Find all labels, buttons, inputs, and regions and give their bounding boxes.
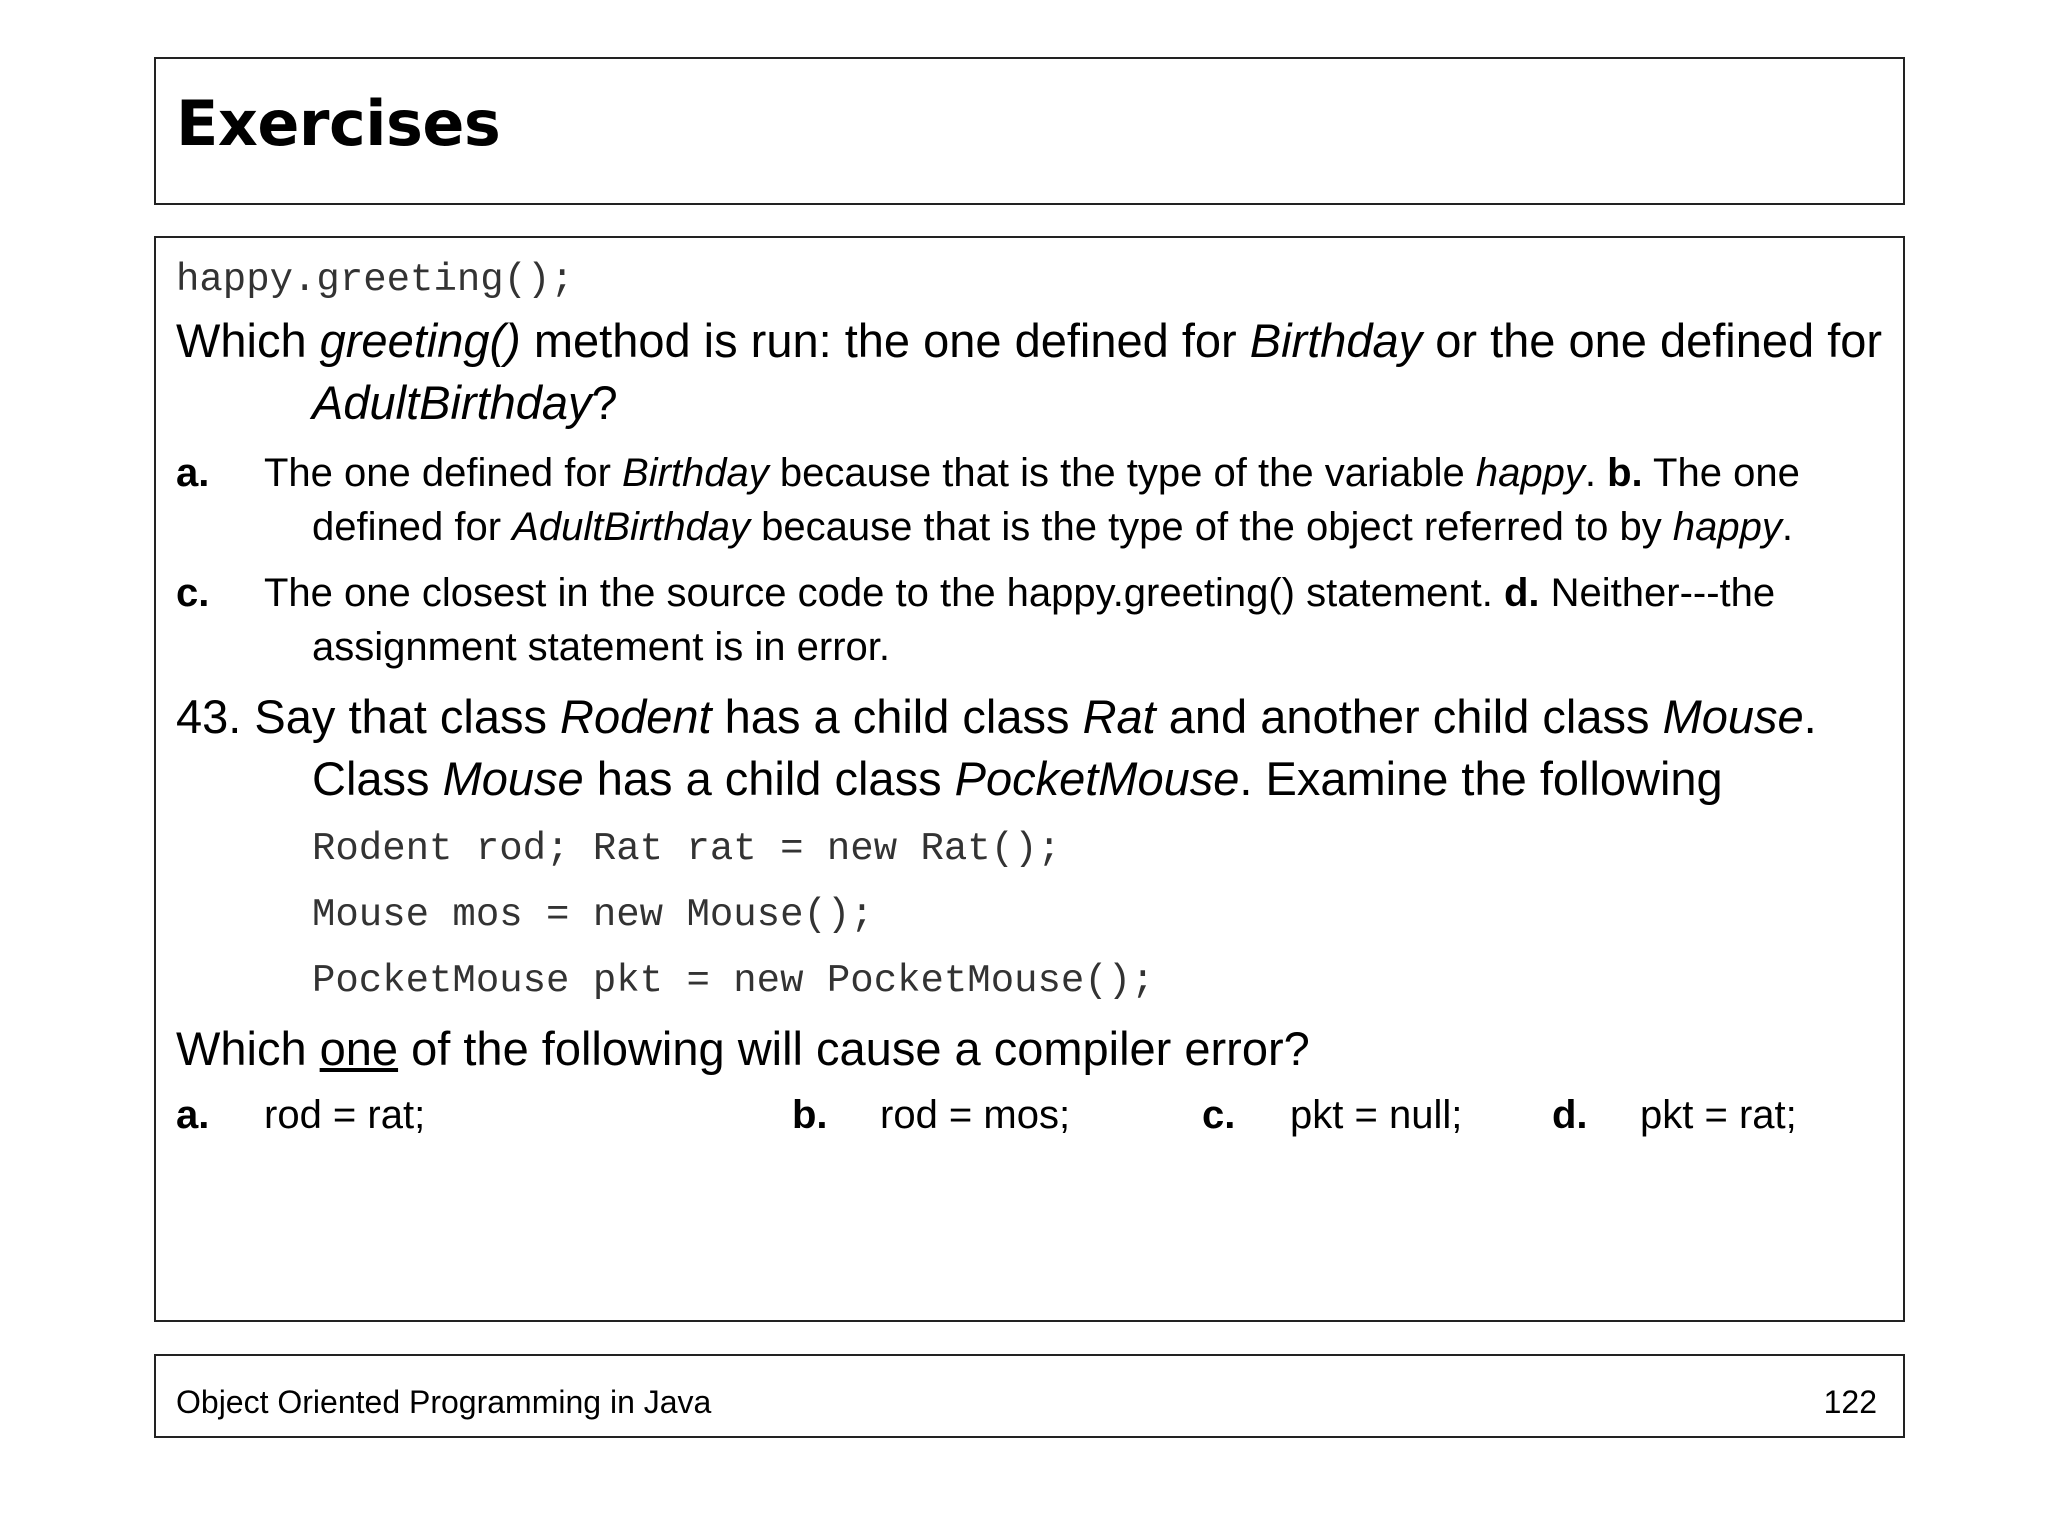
- emphasis: greeting(): [319, 314, 521, 367]
- text-fragment: Which: [176, 314, 320, 367]
- text-fragment: ?: [591, 376, 618, 429]
- footer-box: [154, 1354, 1905, 1438]
- emphasis: Mouse: [442, 752, 584, 805]
- option-letter-a: a.: [176, 451, 210, 495]
- answer-letter: b.: [792, 1093, 828, 1137]
- text-fragment: of the following will cause a compiler error?: [398, 1022, 1310, 1075]
- answer-text: pkt = null;: [1290, 1093, 1463, 1137]
- text-fragment: has a child class: [711, 690, 1083, 743]
- option-letter-d: d.: [1503, 571, 1540, 615]
- option-c-d: [176, 566, 1883, 674]
- answer-letter: c.: [1202, 1093, 1236, 1137]
- question-compiler-error: [176, 1018, 1883, 1080]
- text-fragment: . Examine the following: [1239, 752, 1723, 805]
- answer-text: pkt = rat;: [1640, 1093, 1797, 1137]
- slide-title: Exercises: [176, 87, 501, 160]
- option-letter-b: b.: [1607, 451, 1643, 495]
- underlined-word: one: [319, 1022, 399, 1075]
- emphasis: happy: [1475, 451, 1585, 495]
- emphasis: AdultBirthday: [312, 376, 592, 429]
- emphasis: PocketMouse: [954, 752, 1240, 805]
- content-box: [154, 236, 1905, 1322]
- answer-d: [1552, 1080, 1797, 1150]
- footer-course-title: Object Oriented Programming in Java: [176, 1384, 712, 1420]
- text-fragment: . Class: [312, 690, 1817, 805]
- answer-text: rod = rat;: [264, 1093, 426, 1137]
- emphasis: Rat: [1082, 690, 1156, 743]
- option-a-b: [176, 446, 1883, 554]
- emphasis: Birthday: [622, 451, 769, 495]
- text-fragment: Neither---the assignment statement is in error.: [312, 571, 1776, 669]
- answer-letter: a.: [176, 1093, 210, 1137]
- answer-a: [176, 1080, 425, 1150]
- emphasis: Rodent: [560, 690, 712, 743]
- answer-letter: d.: [1552, 1093, 1588, 1137]
- text-fragment: The one defined for: [312, 451, 1800, 549]
- emphasis: happy: [1672, 505, 1782, 549]
- emphasis: Birthday: [1249, 314, 1423, 367]
- code-happy-greeting: happy.greeting();: [176, 258, 574, 302]
- answer-options: [176, 1080, 1883, 1150]
- text-fragment: Which: [176, 1022, 320, 1075]
- text-fragment: has a child class: [583, 752, 955, 805]
- text-fragment: and another child class: [1155, 690, 1663, 743]
- answer-text: rod = mos;: [880, 1093, 1071, 1137]
- title-box: [154, 57, 1905, 205]
- code-line: PocketMouse pkt = new PocketMouse();: [312, 959, 1155, 1003]
- code-block: [176, 816, 1883, 1014]
- answer-c: [1202, 1080, 1462, 1150]
- emphasis: AdultBirthday: [512, 505, 751, 549]
- content-body: [176, 256, 1883, 1150]
- text-fragment: The one defined for: [264, 451, 623, 495]
- option-letter-c: c.: [176, 571, 210, 615]
- text-fragment: The one closest in the source code to the happy.greeting() statement.: [264, 571, 1504, 615]
- answer-b: [792, 1080, 1070, 1150]
- text-fragment: because that is the type of the variable: [768, 451, 1476, 495]
- code-line: Mouse mos = new Mouse();: [312, 893, 874, 937]
- text-fragment: because that is the type of the object referred to by: [750, 505, 1673, 549]
- question-43: [176, 686, 1883, 810]
- text-fragment: .: [1781, 505, 1793, 549]
- text-fragment: 43. Say that class: [176, 690, 561, 743]
- text-fragment: or the one defined for: [1422, 314, 1883, 367]
- code-line: Rodent rod; Rat rat = new Rat();: [312, 827, 1061, 871]
- text-fragment: .: [1584, 451, 1608, 495]
- page-number: 122: [1823, 1384, 1877, 1420]
- emphasis: Mouse: [1662, 690, 1804, 743]
- question-greeting: [176, 310, 1883, 434]
- text-fragment: method is run: the one defined for: [520, 314, 1250, 367]
